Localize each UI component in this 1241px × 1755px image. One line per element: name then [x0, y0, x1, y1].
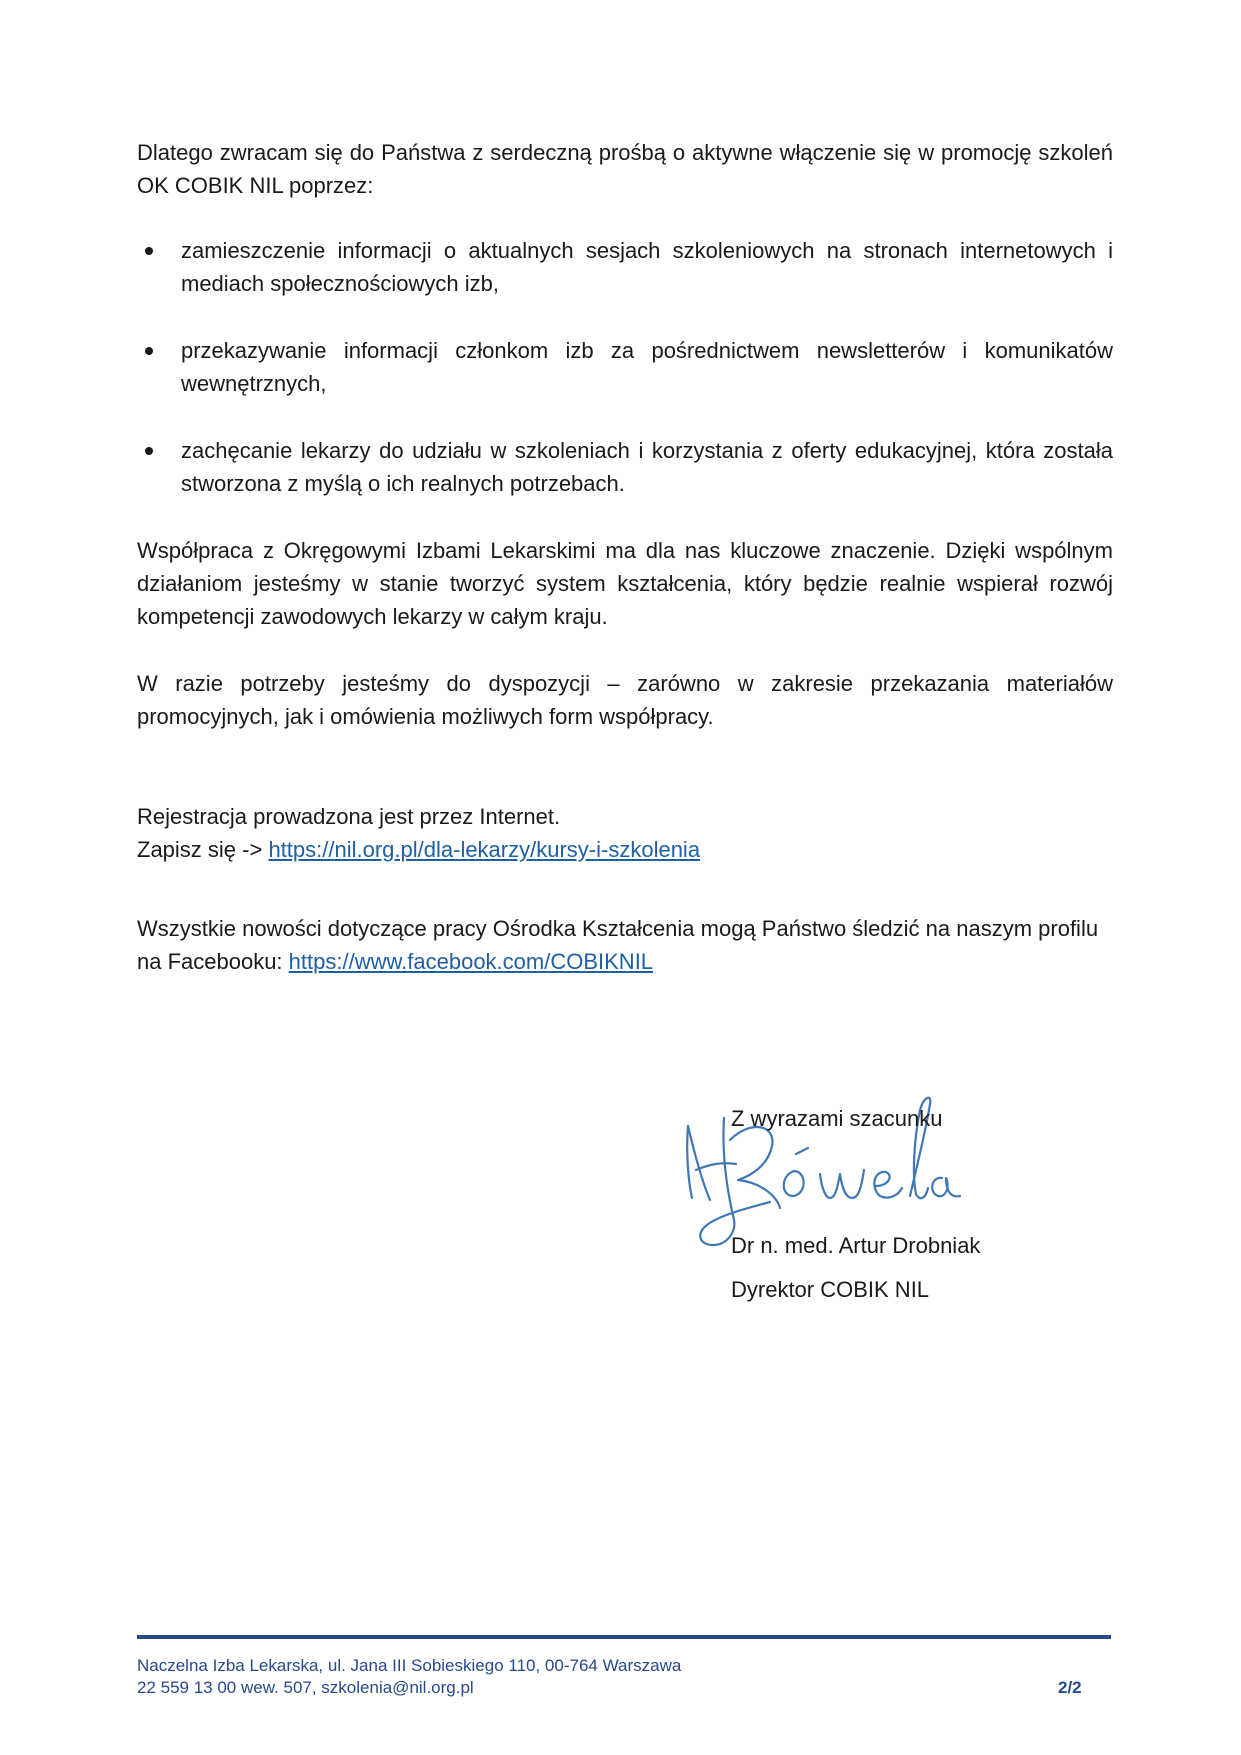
signup-line — [137, 833, 1113, 866]
signatory-name: Dr n. med. Artur Drobniak — [731, 1233, 981, 1258]
registration-line: Rejestracja prowadzona jest przez Internet. — [137, 804, 561, 829]
list-item — [137, 234, 1113, 300]
news-paragraph — [137, 912, 1113, 978]
closing-regards: Z wyrazami szacunku — [731, 1106, 943, 1131]
promotion-list — [137, 234, 1113, 500]
signup-prefix: Zapisz się -> — [137, 837, 263, 862]
intro-paragraph: Dlatego zwracam się do Państwa z serdeczną prośbą o aktywne włączenie się w promocję szkoleń OK COBIK NIL poprzez: — [137, 140, 1113, 198]
news-text: Wszystkie nowości dotyczące pracy Ośrodka Kształcenia mogą Państwo śledzić na naszym profilu na Facebooku: — [137, 916, 1099, 974]
list-item — [137, 434, 1113, 500]
registration-paragraph — [137, 800, 1113, 866]
list-item-text: przekazywanie informacji członkom izb za pośrednictwem newsletterów i komunikatów wewnętrznych, — [181, 338, 1113, 396]
signup-link[interactable]: https://nil.org.pl/dla-lekarzy/kursy-i-szkolenia — [268, 837, 701, 862]
list-item — [137, 334, 1113, 400]
bullet-icon — [145, 347, 153, 355]
facebook-link[interactable]: https://www.facebook.com/COBIKNIL — [288, 949, 654, 974]
bullet-icon — [145, 247, 153, 255]
page-number: 2/2 — [1058, 1678, 1082, 1697]
list-item-text: zachęcanie lekarzy do udziału w szkoleniach i korzystania z oferty edukacyjnej, która została stworzona z myślą o ich realnych potrzebach. — [181, 438, 1113, 496]
list-item-text: zamieszczenie informacji o aktualnych sesjach szkoleniowych na stronach internetowych i mediach społecznościowych izb, — [181, 238, 1113, 296]
footer-contact: 22 559 13 00 wew. 507, szkolenia@nil.org.pl — [137, 1678, 474, 1697]
cooperation-paragraph: Współpraca z Okręgowymi Izbami Lekarskimi ma dla nas kluczowe znaczenie. Dzięki wspólnym działaniom jesteśmy w stanie tworzyć system kształcenia, który będzie realnie wspierał rozwój kompetencji zawodowych lekarzy w całym kraju. — [137, 538, 1113, 629]
signatory-title: Dyrektor COBIK NIL — [731, 1277, 930, 1302]
availability-paragraph: W razie potrzeby jesteśmy do dyspozycji – zarówno w zakresie przekazania materiałów promocyjnych, jak i omówienia możliwych form współpracy. — [137, 671, 1113, 729]
footer-address: Naczelna Izba Lekarska, ul. Jana III Sobieskiego 110, 00-764 Warszawa — [137, 1656, 682, 1675]
footer-divider — [137, 1635, 1111, 1639]
bullet-icon — [145, 447, 153, 455]
